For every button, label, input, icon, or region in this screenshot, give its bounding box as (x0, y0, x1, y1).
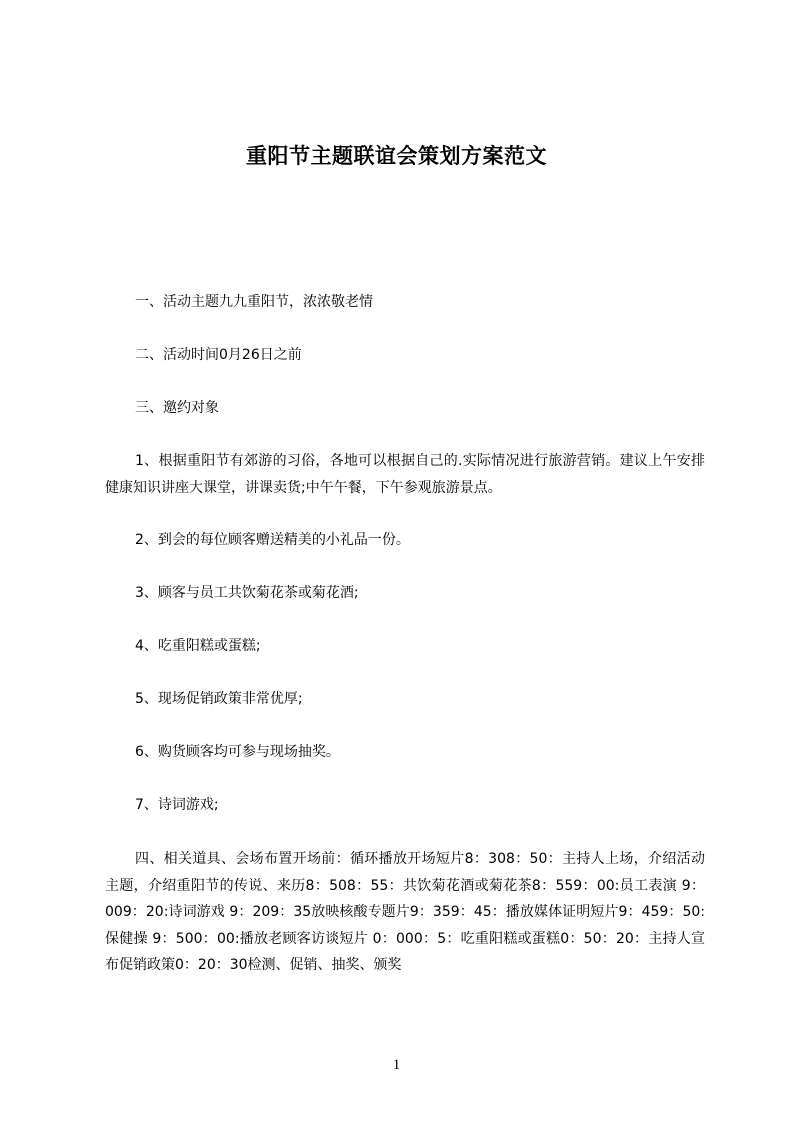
list-item-5: 5、现场促销政策非常优厚; (135, 691, 303, 707)
section-invite-target: 三、邀约对象 (135, 400, 219, 416)
section-props-schedule: 四、相关道具、会场布置开场前：循环播放开场短片8：308：50：主持人上场，介绍活动主题，介绍重阳节的传说、来历8：508：55：共饮菊花酒或菊花茶8：559：00:员工表演 9：009：20:诗词游戏 9：209：35放映核酸专题片9：359：45：播放媒体证明短片9：459：50:保健操 9：500：00:播放老顾客访谈短片 0：000：5：吃重阳糕或蛋糕0：50：20：主持人宣布促销政策0：20：30检测、促销、抽奖、颁奖 (105, 851, 705, 973)
list-item-6: 6、购货顾客均可参与现场抽奖。 (135, 744, 340, 760)
list-item-2: 2、到会的每位顾客赠送精美的小礼品一份。 (135, 532, 410, 548)
list-item-7: 7、诗词游戏; (135, 797, 219, 813)
section-activity-theme: 一、活动主题九九重阳节，浓浓敬老情 (135, 294, 373, 310)
list-item-4: 4、吃重阳糕或蛋糕; (135, 638, 261, 654)
list-item-3: 3、顾客与员工共饮菊花茶或菊花酒; (135, 585, 359, 601)
document-title: 重阳节主题联谊会策划方案范文 (246, 144, 547, 168)
page-number: 1 (392, 1057, 401, 1073)
list-item-1: 1、根据重阳节有郊游的习俗，各地可以根据自己的.实际情况进行旅游营销。建议上午安排健康知识讲座大课堂，讲课卖货;中午午餐，下午参观旅游景点。 (105, 453, 705, 496)
section-activity-time: 二、活动时间0月26日之前 (135, 347, 302, 363)
